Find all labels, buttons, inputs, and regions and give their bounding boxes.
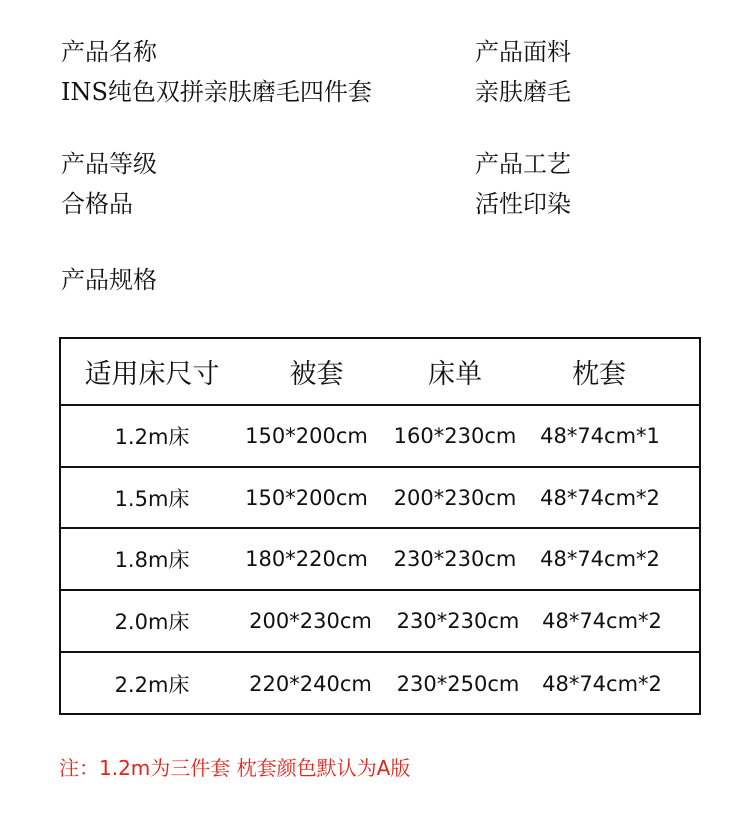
cell-duvet-cover: 220*240cm [249,672,372,696]
cell-bed-size: 1.2m床 [114,425,190,449]
cell-pillowcase: 48*74cm*2 [540,547,660,571]
cell-bed-size: 1.8m床 [114,548,190,572]
header-pillowcase: 枕套 [572,359,626,390]
header-bed-sheet: 床单 [428,359,482,390]
table-row [61,404,699,466]
cell-duvet-cover: 150*200cm [245,485,368,510]
header-bed-size: 适用床尺寸 [84,359,220,390]
table-row [61,589,699,651]
cell-bed-sheet: 160*230cm [393,424,517,448]
cell-pillowcase: 48*74cm*2 [542,672,662,696]
craft-value: 活性印染 [475,190,571,218]
cell-duvet-cover: 200*230cm [249,609,372,633]
cell-bed-size: 2.0m床 [114,610,190,634]
header-duvet-cover: 被套 [289,359,344,390]
cell-pillowcase: 48*74cm*1 [540,424,660,448]
cell-bed-size: 1.5m床 [114,486,190,511]
grade-value: 合格品 [61,190,133,218]
grade-label: 产品等级 [61,150,157,178]
cell-pillowcase: 48*74cm*2 [542,609,662,633]
cell-bed-sheet: 230*250cm [396,672,520,696]
footnote: 注：1.2m为三件套 枕套颜色默认为A版 [59,756,411,780]
cell-pillowcase: 48*74cm*2 [540,485,660,510]
material-value: 亲肤磨毛 [475,78,571,106]
material-label: 产品面料 [475,38,571,66]
table-row [61,527,699,589]
spec-table [59,337,701,715]
product-name-value: INS纯色双拼亲肤磨毛四件套 [61,78,372,106]
cell-bed-sheet: 230*230cm [396,609,520,633]
cell-bed-sheet: 200*230cm [393,485,517,510]
product-name-label: 产品名称 [61,38,157,66]
table-header-row [61,339,699,404]
table-row [61,651,699,715]
craft-label: 产品工艺 [475,150,571,178]
spec-label: 产品规格 [61,266,157,294]
table-row [61,466,699,527]
cell-bed-sheet: 230*230cm [393,547,517,571]
cell-duvet-cover: 180*220cm [245,547,368,571]
cell-bed-size: 2.2m床 [114,673,190,697]
cell-duvet-cover: 150*200cm [245,424,368,448]
